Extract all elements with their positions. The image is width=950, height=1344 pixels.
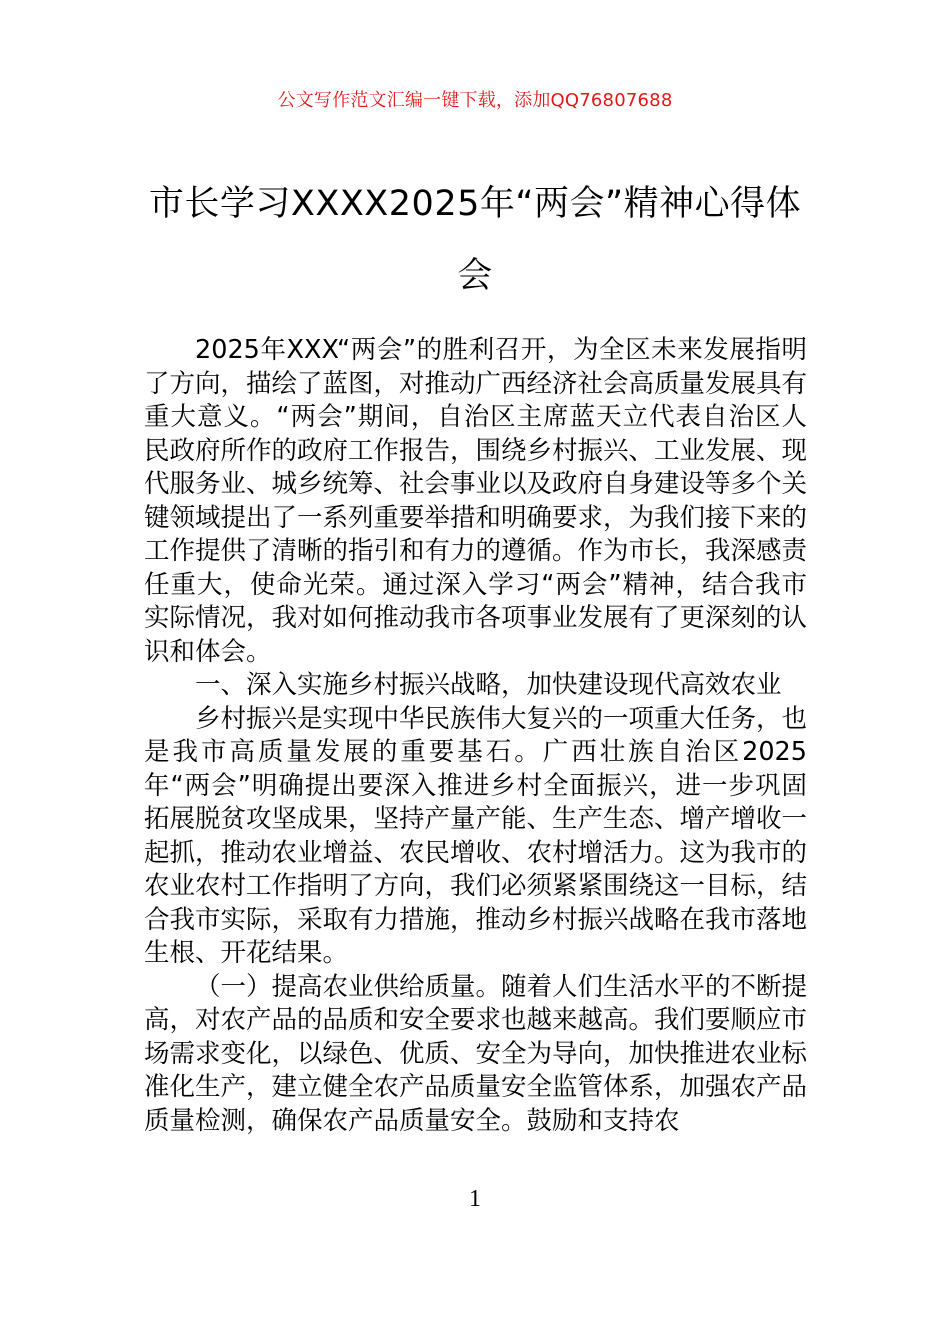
page-number: 1 (469, 1186, 481, 1212)
document-title: 市长学习XXXX2025年“两会”精神心得体会 (148, 184, 802, 296)
document-body (144, 334, 807, 1138)
header-note: 公文写作范文汇编一键下载，添加QQ76807688 (277, 90, 673, 111)
intro-paragraph: 2025年XXX“两会”的胜利召开，为全区未来发展指明了方向，描绘了蓝图，对推动广西经济社会高质量发展具有重大意义。“两会”期间，自治区主席蓝天立代表自治区人民政府所作的政府工作报告，围绕乡村振兴、工业发展、现代服务业、城乡统筹、社会事业以及政府自身建设等多个关键领域提出了一系列重要举措和明确要求，为我们接下来的工作提供了清晰的指引和有力的遵循。作为市长，我深感责任重大，使命光荣。通过深入学习“两会”精神，结合我市实际情况，我对如何推动我市各项事业发展有了更深刻的认识和体会。 (144, 335, 808, 667)
body-paragraph: （一）提高农业供给质量。随着人们生活水平的不断提高，对农产品的品质和安全要求也越来越高。我们要顺应市场需求变化，以绿色、优质、安全为导向，加快推进农业标准化生产，建立健全农产品质量安全监管体系，加强农产品质量检测，确保农产品质量安全。鼓励和支持农 (144, 971, 808, 1136)
body-paragraph: 乡村振兴是实现中华民族伟大复兴的一项重大任务，也是我市高质量发展的重要基石。广西壮族自治区2025年“两会”明确提出要深入推进乡村全面振兴，进一步巩固拓展脱贫攻坚成果，坚持产量产能、生产生态、增产增收一起抓，推动农业增益、农民增收、农村增活力。这为我市的农业农村工作指明了方向，我们必须紧紧围绕这一目标，结合我市实际，采取有力措施，推动乡村振兴战略在我市落地生根、开花结果。 (144, 703, 808, 968)
section-heading: 一、深入实施乡村振兴战略，加快建设现代高效农业 (195, 670, 782, 700)
